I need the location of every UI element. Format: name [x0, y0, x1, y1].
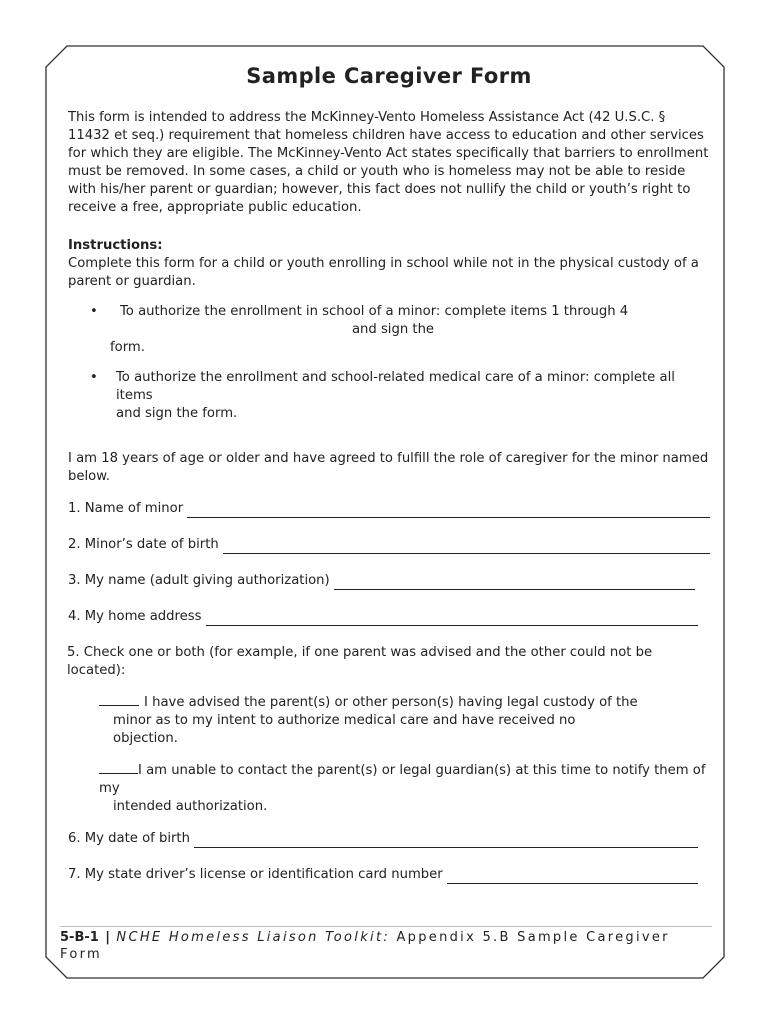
bullet-1-line-3: form. — [110, 340, 145, 355]
bullet-1-line-1: To authorize the enrollment in school of a minor: complete items 1 through 4 — [120, 304, 629, 319]
field-name-of-minor — [68, 500, 710, 518]
field-label: 4. My home address — [68, 609, 202, 624]
question-5: 5. Check one or both (for example, if one parent was advised and the other could not be located): — [67, 645, 653, 678]
minor-dob-input[interactable] — [223, 539, 710, 554]
name-of-minor-input[interactable] — [187, 503, 710, 518]
field-label: 1. Name of minor — [68, 501, 184, 516]
my-dob-input[interactable] — [194, 833, 698, 848]
footer-separator: | — [105, 930, 110, 945]
field-label: 7. My state driver’s license or identification card number — [68, 867, 443, 882]
option-1-line-2: minor as to my intent to authorize medical care and have received no — [113, 713, 576, 728]
footer-series: NCHE Homeless Liaison Toolkit: — [116, 930, 391, 945]
field-minor-dob — [68, 536, 710, 554]
field-label: 2. Minor’s date of birth — [68, 537, 219, 552]
page-title: Sample Caregiver Form — [246, 64, 532, 88]
field-home-address — [68, 608, 710, 626]
option-1-line-3: objection. — [113, 731, 178, 746]
bullet-item-1 — [68, 303, 710, 339]
footer-title: Appendix 5.B Sample Caregiver Form — [60, 930, 670, 962]
instructions-heading: Instructions: — [68, 238, 163, 253]
field-label: 3. My name (adult giving authorization) — [68, 573, 330, 588]
field-my-dob — [68, 830, 710, 848]
field-my-name — [68, 572, 710, 590]
page-code: 5-B-1 — [60, 930, 99, 945]
bullet-1-line-2: and sign the — [351, 322, 435, 337]
option-1-checkbox-blank[interactable] — [99, 692, 139, 706]
instructions-text: Complete this form for a child or youth enrolling in school while not in the physical custody of a parent or guardian. — [68, 256, 699, 289]
option-2-line-2: intended authorization. — [113, 799, 268, 814]
bullet-item-2 — [68, 369, 710, 423]
home-address-input[interactable] — [206, 611, 698, 626]
option-2 — [68, 760, 710, 816]
field-id-number — [68, 866, 710, 884]
form-body — [68, 62, 710, 884]
field-label: 6. My date of birth — [68, 831, 190, 846]
bullet-2-line-2: and sign the form. — [116, 406, 238, 421]
option-1 — [68, 692, 710, 748]
id-number-input[interactable] — [447, 869, 698, 884]
bullet-icon: • — [90, 370, 98, 385]
option-1-line-1: I have advised the parent(s) or other person(s) having legal custody of the — [144, 695, 638, 710]
caregiver-statement: I am 18 years of age or older and have agreed to fulfill the role of caregiver for the minor named below. — [68, 451, 709, 484]
my-name-input[interactable] — [334, 575, 695, 590]
intro-paragraph: This form is intended to address the McKinney-Vento Homeless Assistance Act (42 U.S.C. § 11432 et seq.) requirement that homeless children have access to education and other services for which they are eligible. The McKinney-Vento Act states specifically that barriers to enrollment must be removed. In some cases, a child or youth who is homeless may not be able to reside with his/her parent or guardian; however, this fact does not nullify the child or youth’s right to receive a free, appropriate public education. — [68, 110, 709, 215]
bullet-2-line-1: To authorize the enrollment and school-related medical care of a minor: complete all items — [116, 370, 675, 403]
option-2-line-1: I am unable to contact the parent(s) or legal guardian(s) at this time to notify them of my — [99, 763, 706, 796]
page-footer — [60, 926, 712, 963]
option-2-checkbox-blank[interactable] — [99, 760, 138, 774]
bullet-icon: • — [90, 304, 98, 319]
